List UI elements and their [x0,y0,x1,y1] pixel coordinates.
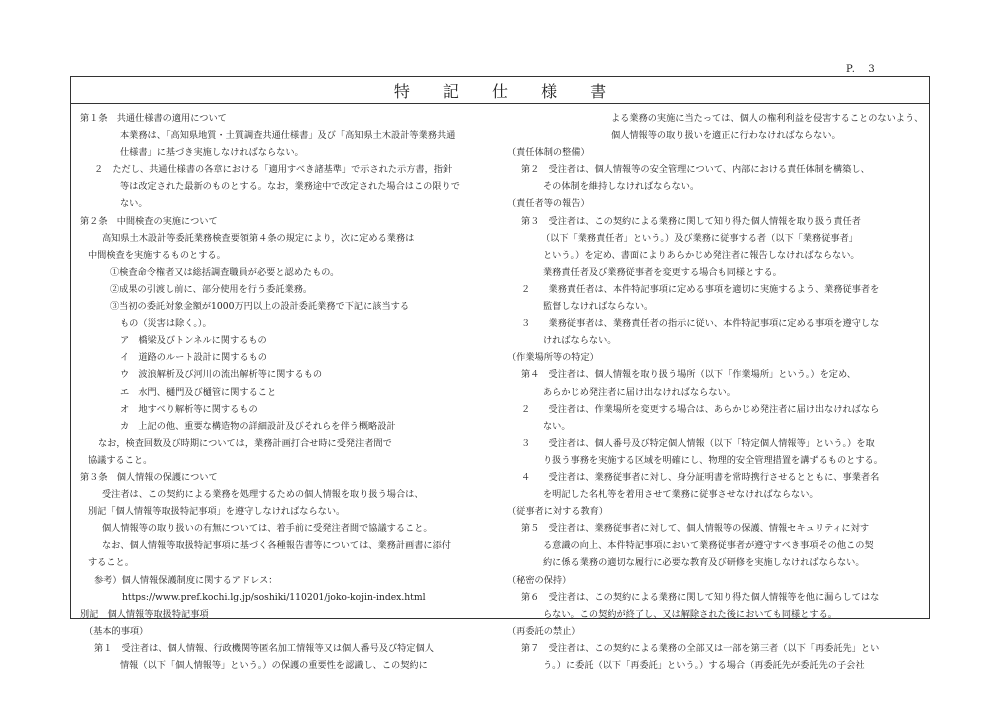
text-line: イ 道路のルート設計に関するもの [120,352,267,364]
spec-document-frame [70,76,930,671]
text-line: 約に係る業務の適切な履行に必要な教育及び研修を実施しなければならない。 [543,557,865,569]
text-line: その体制を維持しなければならない。 [543,181,700,193]
text-line: 第５ 受注者は、業務従事者に対して、個人情報等の保護、情報セキュリティに対す [521,523,870,535]
text-line: （従事者に対する教育） [507,506,609,518]
text-line: 第４ 受注者は、個人情報を取り扱う場所（以下「作業場所」という。）を定め、 [521,369,856,381]
text-line: よる業務の実施に当たっては、個人の権利利益を侵害することのないよう、 [611,113,924,124]
left-column [80,110,500,674]
text-line: 情報（以下「個人情報等」という。）の保護の重要性を認識し、この契約に [120,660,428,671]
text-line: 中間検査を実施するものとする。 [88,249,226,261]
text-line: を明記した名札等を着用させて業務に従事させなければならない。 [543,489,819,501]
text-line: ２ ただし、共通仕様書の各章における「適用すべき諸基準」で示された示方書，指針 [94,164,453,176]
text-line: （基本的事項） [84,625,149,637]
text-line: ア 橋梁及びトンネルに関するもの [120,335,267,347]
text-line: 仕様書」に基づき実施しなければならない。 [120,147,304,159]
text-line: （以下「業務責任者」という。）及び業務に従事する者（以下「業務従事者」 [541,232,858,244]
text-line: ②成果の引渡し前に、部分使用を行う委託業務。 [110,283,313,295]
text-line: もの（災害は除く。）。 [120,318,212,330]
text-line: ４ 受注者は、業務従事者に対し、身分証明書を常時携行させるとともに、事業者名 [521,471,880,483]
text-line: エ 水門、樋門及び樋管に関すること [120,386,277,398]
text-line: 高知県土木設計等委託業務検査要領第４条の規定により，次に定める業務は [102,232,415,244]
text-line: ３ 受注者は、個人番号及び特定個人情報（以下「特定個人情報等」という。）を取 [521,437,875,449]
text-line: 別記「個人情報等取扱特記事項」を遵守しなければならない。 [88,506,346,518]
text-line: ない。 [120,198,148,210]
text-line: ３ 業務従事者は、業務責任者の指示に従い、本件特記事項に定める事項を遵守しな [521,318,880,330]
text-line: 個人情報等の取り扱いの有無については、着手前に受発注者間で協議すること。 [102,523,433,535]
text-line: すること。 [88,557,134,569]
text-line: り扱う事務を実施する区域を明確にし、物理的安全管理措置を講ずるものとする。 [543,454,883,466]
text-line: なお、個人情報等取扱特記事項に基づく各種報告書等については、業務計画書に添付 [102,540,451,552]
text-line: （再委託の禁止） [507,625,581,637]
text-line: らない。この契約が終了し、又は解除された後においても同様とする。 [543,608,837,620]
title-bar [71,77,929,104]
text-line: 別記 個人情報等取扱特記事項 [80,608,209,620]
text-line: 第６ 受注者は、この契約による業務に関して知り得た個人情報等を他に漏らしてはな [521,591,880,603]
right-column [507,110,927,674]
text-line: ウ 波浪解析及び河川の流出解析等に関するもの [120,369,323,381]
text-line: 第３ 受注者は、この契約による業務に関して知り得た個人情報を取り扱う責任者 [521,215,861,227]
text-line: 第３条 個人情報の保護について [80,471,218,483]
text-line: ③当初の委託対象金額が1000万円以上の設計委託業務で下記に該当する [110,301,410,313]
text-line: 第７ 受注者は、この契約による業務の全部又は一部を第三者（以下「再委託先」とい [521,642,880,654]
text-line: 受注者は、この契約による業務を処理するための個人情報を取り扱う場合は、 [102,489,424,501]
page-number: P. 3 [846,64,876,75]
text-line: ない。 [543,420,571,432]
text-line: ２ 受注者は、作業場所を変更する場合は、あらかじめ発注者に届け出なければなら [521,403,880,415]
text-line: 等は改定された最新のものとする。なお，業務途中で改定された場合はこの限りで [120,181,460,193]
text-line: オ 地すべり解析等に関するもの [120,403,258,415]
text-line: 第１条 共通仕様書の適用について [80,113,227,124]
text-line: 監督しなければならない。 [543,301,654,313]
text-line: ①検査命令権者又は総括調査職員が必要と認めたもの。 [110,266,340,278]
text-line: う。）に委託（以下「再委託」という。）する場合（再委託先が委託先の子会社 [543,660,865,671]
text-line: という。）を定め、書面によりあらかじめ発注者に報告しなければならない。 [543,249,860,261]
text-line: （作業場所等の特定） [507,352,599,364]
text-line: 第２条 中間検査の実施について [80,215,218,227]
text-line: （秘密の保持） [507,574,572,586]
text-line: 第２ 受注者は、個人情報等の安全管理について、内部における責任体制を構築し、 [521,164,870,176]
text-line: なお，検査回数及び時期については，業務計画打合せ時に受発注者間で [98,437,392,449]
text-line: （責任体制の整備） [507,147,590,159]
text-line: 個人情報等の取り扱いを適正に行わなければならない。 [611,130,841,142]
text-line: ２ 業務責任者は、本件特記事項に定める事項を適切に実施するよう、業務従事者を [521,283,880,295]
text-line: る意識の向上、本件特記事項において業務従事者が遵守すべき事項その他この契 [543,540,874,552]
text-line: https://www.pref.kochi.lg.jp/soshiki/110201/joko-kojin-index.html [122,591,426,603]
text-line: （責任者等の報告） [507,198,590,210]
text-line: ければならない。 [543,335,617,347]
text-line: 第１ 受注者は、個人情報、行政機関等匿名加工情報等又は個人番号及び特定個人 [94,642,434,654]
text-line: 業務責任者及び業務従事者を変更する場合も同様とする。 [543,266,782,278]
text-line: 参考）個人情報保護制度に関するアドレス： [94,574,278,586]
text-line: 協議すること。 [88,454,153,466]
text-line: 本業務は、「高知県地質・土質調査共通仕様書」及び「高知県土木設計等業務共通 [120,130,456,142]
document-title: 特 記 仕 様 書 [393,81,621,101]
text-line: カ 上記の他、重要な構造物の詳細設計及びそれらを伴う概略設計 [120,420,396,432]
text-line: あらかじめ発注者に届け出なければならない。 [543,386,736,398]
